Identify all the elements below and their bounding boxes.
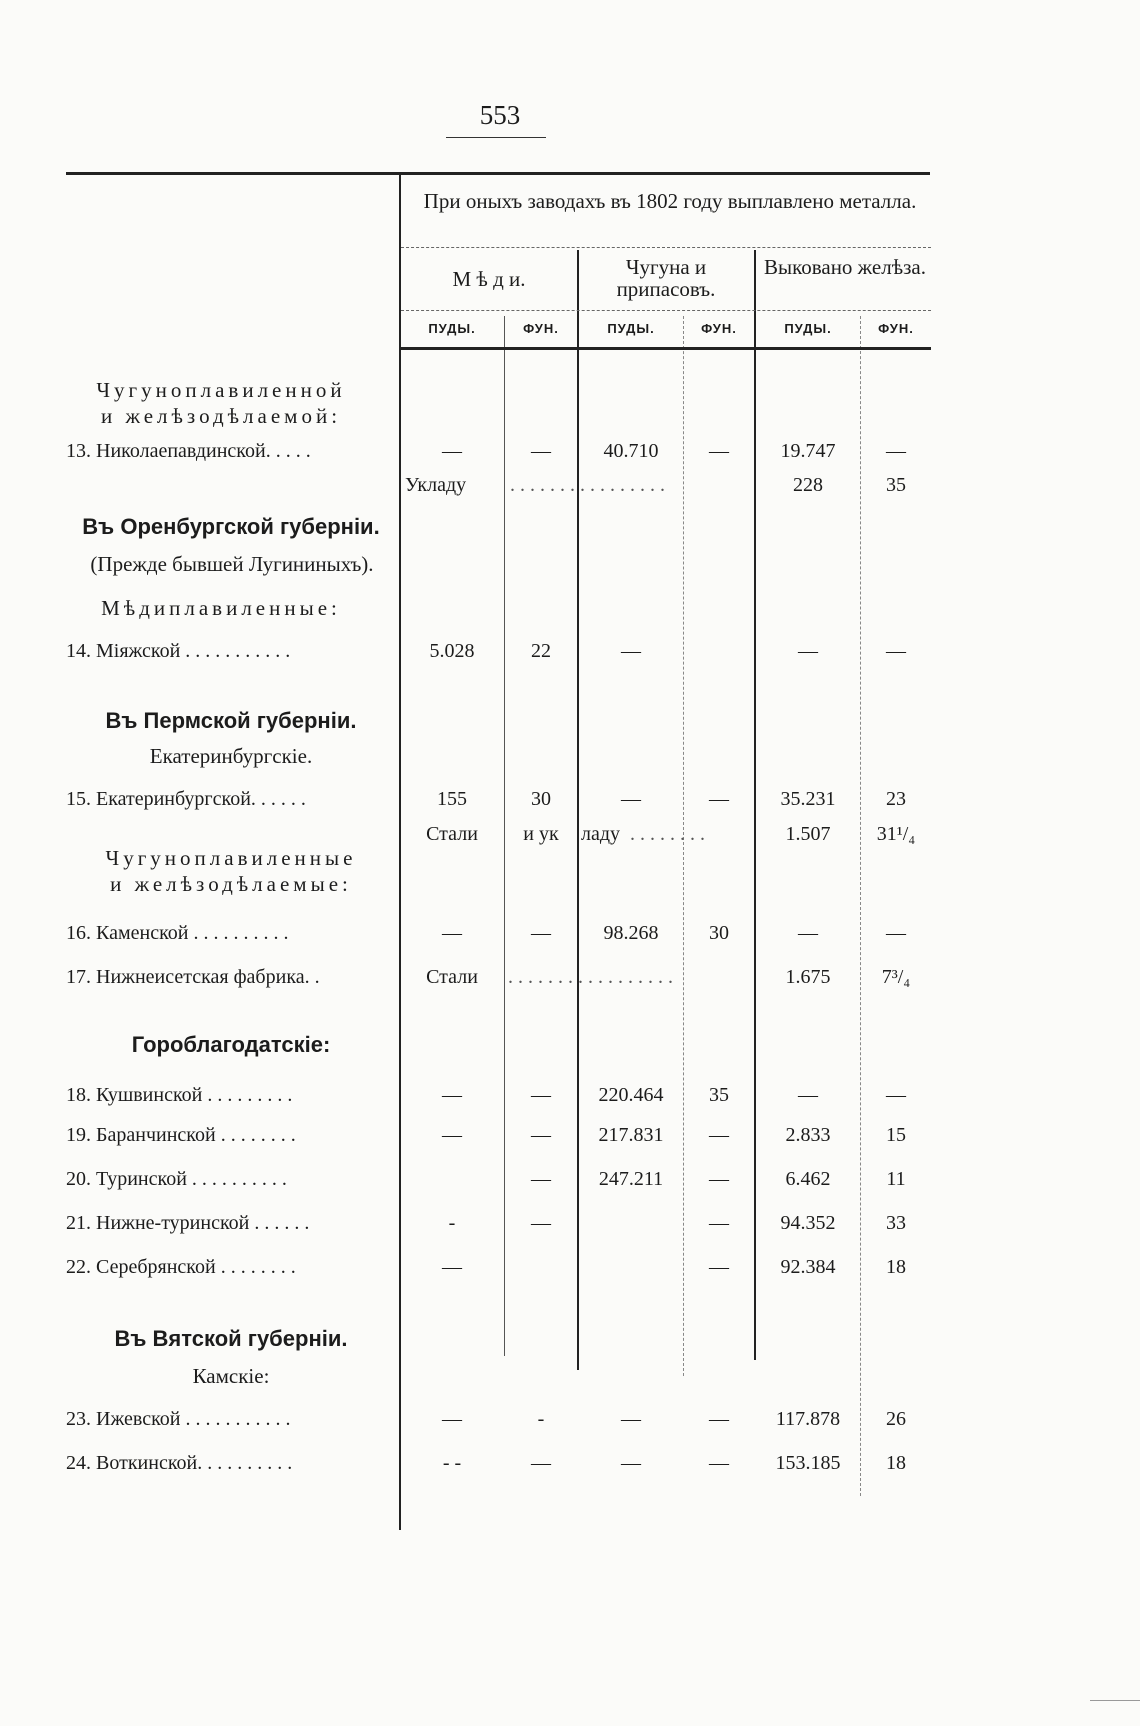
row-19-zhelezo-fun: 15 [886,1124,906,1146]
section-orenburg-subtitle: (Прежде бывшей Лугининыхъ). [90,552,374,576]
header-rule-1 [401,247,931,248]
unit-med-fun: ФУН. [523,321,559,336]
row-15b-note-stali: Стали [426,823,478,845]
header-title: При оныхъ заводахъ въ 1802 году выплавлено металла. [423,189,917,213]
row-16-label: 16. Каменской . . . . . . . . . . [66,922,289,944]
chugun-pud-fun-divider [683,316,684,1376]
row-18-chugun-fun: 35 [709,1084,729,1106]
row-22-chugun-fun: — [709,1256,729,1278]
row-22-label: 22. Серебрянской . . . . . . . . [66,1256,296,1278]
row-21-zhelezo-pud: 94.352 [780,1212,836,1234]
unit-chugun-fun: ФУН. [701,321,737,336]
row-16-zhelezo-fun: — [886,922,906,944]
row-20-chugun-fun: — [709,1168,729,1190]
unit-chugun-pud: ПУДЫ. [607,321,655,336]
row-15-zhelezo-fun: 23 [886,788,906,810]
row-19-chugun-fun: — [709,1124,729,1146]
row-21-label: 21. Нижне-туринской . . . . . . [66,1212,310,1234]
unit-zhelezo-fun: ФУН. [878,321,914,336]
page-number: 553 [479,100,521,130]
header-chugun: Чугуна и припасовъ. [616,255,716,301]
section-perm-subtitle: Екатеринбургскіе. [149,744,313,768]
row-15b-note-iuk: и ук [523,823,559,845]
row-13-zhelezo-pud: 19.747 [780,440,836,462]
row-19-label: 19. Баранчинской . . . . . . . . [66,1124,296,1146]
row-15-label: 15. Екатеринбургской. . . . . . [66,788,306,810]
row-18-med-fun: — [531,1084,551,1106]
section-orenburg-category: Мѣдиплавиленные: [101,596,341,620]
row-17-label: 17. Нижнеисетская фабрика. . [66,966,320,988]
section-vyatka-title: Въ Вятской губерніи. [114,1326,348,1351]
row-16-chugun-pud: 98.268 [603,922,659,944]
row-21-chugun-fun: — [709,1212,729,1234]
unit-med-pud: ПУДЫ. [428,321,476,336]
row-17-note-leader: . . . . . . . . . . . . . . . . . [508,966,673,988]
row-19-chugun-pud: 217.831 [598,1124,664,1146]
row-17-zhelezo-pud: 1.675 [785,966,831,988]
row-19-med-pud: — [442,1124,462,1146]
row-24-chugun-fun: — [709,1452,729,1474]
row-13b-zhelezo-fun: 35 [886,474,906,496]
row-23-med-fun: - [537,1408,545,1430]
row-13b-zhelezo-pud: 228 [793,474,823,496]
med-pud-fun-divider [504,316,505,1356]
unit-zhelezo-pud: ПУДЫ. [784,321,832,336]
table-top-rule [66,172,930,175]
row-18-label: 18. Кушвинской . . . . . . . . . [66,1084,293,1106]
row-18-zhelezo-fun: — [886,1084,906,1106]
row-20-zhelezo-fun: 11 [886,1168,906,1190]
row-17-note-stali: Стали [426,966,478,988]
row-24-chugun-pud: — [621,1452,641,1474]
row-22-zhelezo-fun: 18 [886,1256,906,1278]
row-15-chugun-fun: — [709,788,729,810]
section-perm-category-2: и желѣзодѣлаемые: [110,872,352,896]
section-chugun-heading-2: и желѣзодѣлаемой: [100,404,342,428]
row-18-med-pud: — [442,1084,462,1106]
row-21-med-pud: - [448,1212,456,1234]
row-16-chugun-fun: 30 [709,922,729,944]
row-14-med-pud: 5.028 [429,640,475,662]
chugun-zhelezo-divider [754,250,756,1360]
section-perm-category-1: Чугуноплавиленные [105,846,357,870]
row-15-zhelezo-pud: 35.231 [780,788,836,810]
section-chugun-heading-1: Чугуноплавиленной [96,378,346,402]
zhelezo-pud-fun-divider [860,316,861,1496]
row-13-label: 13. Николаепавдинской. . . . . [66,440,311,462]
row-15-chugun-pud: — [621,788,641,810]
row-13-med-pud: — [442,440,462,462]
section-perm-title: Въ Пермской губерніи. [105,708,357,733]
table-left-border [399,175,401,1530]
row-20-zhelezo-pud: 6.462 [785,1168,831,1190]
row-18-zhelezo-pud: — [798,1084,818,1106]
row-22-med-pud: — [442,1256,462,1278]
row-14-label: 14. Міяжской . . . . . . . . . . . [66,640,291,662]
row-13-chugun-fun: — [709,440,729,462]
section-goroblagodat-title: Гороблагодатскіе: [131,1032,331,1057]
row-24-label: 24. Воткинской. . . . . . . . . . [66,1452,293,1474]
section-vyatka-subtitle: Камскіе: [192,1364,270,1388]
row-14-chugun-pud: — [621,640,641,662]
row-24-zhelezo-pud: 153.185 [775,1452,841,1474]
row-19-zhelezo-pud: 2.833 [785,1124,831,1146]
row-15b-note-leader: . . . . . . . . [630,823,705,845]
row-13-med-fun: — [531,440,551,462]
page-number-rule [446,137,546,138]
row-13-note-leader: . . . . . . . . . . . . . . . . [510,474,665,496]
row-20-chugun-pud: 247.211 [598,1168,664,1190]
row-21-zhelezo-fun: 33 [886,1212,906,1234]
section-orenburg-title: Въ Оренбургской губерніи. [82,514,380,539]
row-22-zhelezo-pud: 92.384 [780,1256,836,1278]
row-13-zhelezo-fun: — [886,440,906,462]
row-14-zhelezo-pud: — [798,640,818,662]
row-15b-note-ladu: ладу [581,823,621,845]
row-15b-zhelezo-fun: 31¹/₄ [876,823,916,845]
row-16-zhelezo-pud: — [798,922,818,944]
row-16-med-fun: — [531,922,551,944]
header-rule-2 [401,310,931,311]
row-23-chugun-fun: — [709,1408,729,1430]
row-14-med-fun: 22 [531,640,551,662]
row-15b-zhelezo-pud: 1.507 [785,823,831,845]
row-23-zhelezo-fun: 26 [886,1408,906,1430]
row-13-note-ukladu: Укладу [405,474,467,496]
header-vykovano: Выковано желѣза. [763,255,926,279]
header-med: М ѣ д и. [452,267,526,291]
row-24-zhelezo-fun: 18 [886,1452,906,1474]
row-19-med-fun: — [531,1124,551,1146]
med-chugun-divider [577,250,579,1370]
row-17-zhelezo-fun: 7³/₄ [881,966,911,988]
row-20-label: 20. Туринской . . . . . . . . . . [66,1168,287,1190]
page-edge-mark [1090,1700,1140,1701]
row-14-zhelezo-fun: — [886,640,906,662]
row-18-chugun-pud: 220.464 [598,1084,664,1106]
row-16-med-pud: — [442,922,462,944]
row-13-chugun-pud: 40.710 [603,440,659,462]
row-24-med-pud: - - [442,1452,462,1474]
row-15-med-fun: 30 [531,788,551,810]
row-20-med-fun: — [531,1168,551,1190]
header-bottom-rule [401,347,931,350]
row-15-med-pud: 155 [437,788,467,810]
row-23-med-pud: — [442,1408,462,1430]
row-24-med-fun: — [531,1452,551,1474]
row-23-chugun-pud: — [621,1408,641,1430]
row-21-med-fun: — [531,1212,551,1234]
row-23-label: 23. Ижевской . . . . . . . . . . . [66,1408,291,1430]
row-23-zhelezo-pud: 117.878 [775,1408,841,1430]
